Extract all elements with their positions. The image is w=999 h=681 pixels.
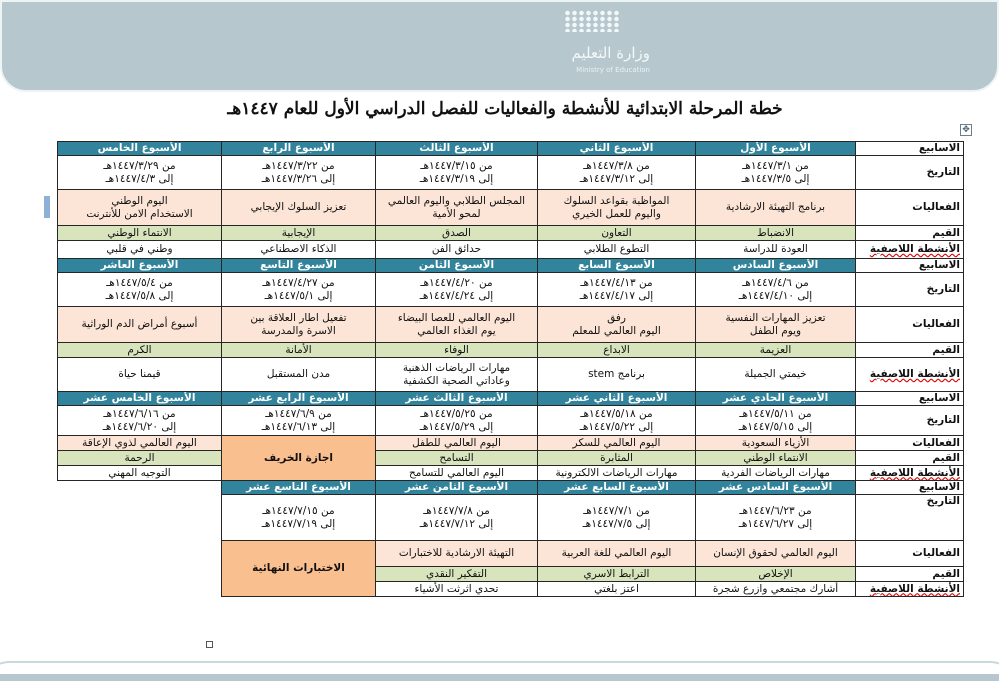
weeks-row bbox=[58, 142, 964, 156]
value-cell: الانتماء الوطني bbox=[58, 226, 222, 241]
activity-cell: التوجيه المهني bbox=[58, 466, 222, 481]
week-header: الأسبوع الثالث عشر bbox=[376, 392, 538, 406]
event-cell: اليوم العالمي للعصا البيضاء يوم الغذاء العالمي bbox=[376, 307, 538, 343]
week-header: الأسبوع السابع عشر bbox=[538, 481, 696, 495]
activity-cell: قيمنا حياة bbox=[58, 358, 222, 392]
row-label: الاسابيع bbox=[856, 142, 964, 156]
date-cell: من ١٤٤٧/٤/٢٠هـ إلى ١٤٤٧/٤/٢٤هـ bbox=[376, 273, 538, 307]
selection-marker bbox=[44, 196, 50, 218]
events-row bbox=[58, 307, 964, 343]
event-cell: برنامج التهيئة الارشادية bbox=[696, 190, 856, 226]
week-header: الأسبوع الخامس bbox=[58, 142, 222, 156]
date-cell: من ١٤٤٧/٤/٢٧هـ إلى ١٤٤٧/٥/١هـ bbox=[222, 273, 376, 307]
value-cell: الوفاء bbox=[376, 343, 538, 358]
week-header: الأسبوع السادس عشر bbox=[696, 481, 856, 495]
table-resize-handle[interactable] bbox=[206, 641, 213, 648]
weeks-row bbox=[58, 259, 964, 273]
activity-cell: برنامج stem bbox=[538, 358, 696, 392]
dates-row bbox=[58, 495, 964, 541]
event-cell: التهيئة الارشادية للاختبارات bbox=[376, 541, 538, 567]
row-label: الأنشطة اللاصفية bbox=[856, 358, 964, 392]
empty-cell bbox=[58, 567, 222, 582]
row-label: الاسابيع bbox=[856, 392, 964, 406]
autumn-break-cell: اجازة الخريف bbox=[222, 436, 376, 481]
activity-cell: التطوع الطلابي bbox=[538, 241, 696, 259]
row-label: القيم bbox=[856, 567, 964, 582]
row-label: القيم bbox=[856, 226, 964, 241]
date-cell: من ١٤٤٧/٣/١٥هـ إلى ١٤٤٧/٣/١٩هـ bbox=[376, 156, 538, 190]
events-row bbox=[58, 190, 964, 226]
value-cell: الابداع bbox=[538, 343, 696, 358]
event-cell: اليوم العالمي للسكر bbox=[538, 436, 696, 451]
table-move-handle-icon[interactable]: ✥ bbox=[960, 124, 972, 136]
footer-strip bbox=[0, 674, 999, 681]
date-cell: من ١٤٤٧/٧/٨هـ إلى ١٤٤٧/٧/١٢هـ bbox=[376, 495, 538, 541]
date-cell: من ١٤٤٧/٥/٤هـ إلى ١٤٤٧/٥/٨هـ bbox=[58, 273, 222, 307]
row-label: الاسابيع bbox=[856, 259, 964, 273]
date-cell: من ١٤٤٧/٥/١٨هـ إلى ١٤٤٧/٥/٢٢هـ bbox=[538, 406, 696, 436]
value-cell: الانضباط bbox=[696, 226, 856, 241]
activity-cell: وطني في قلبي bbox=[58, 241, 222, 259]
week-header: الأسبوع التاسع عشر bbox=[222, 481, 376, 495]
week-header: الأسبوع الحادي عشر bbox=[696, 392, 856, 406]
logo-dots-icon bbox=[564, 10, 620, 32]
values-row bbox=[58, 451, 964, 466]
week-header: الأسبوع الرابع عشر bbox=[222, 392, 376, 406]
activities-row bbox=[58, 466, 964, 481]
value-cell: الصدق bbox=[376, 226, 538, 241]
date-cell: من ١٤٤٧/٣/١هـ إلى ١٤٤٧/٣/٥هـ bbox=[696, 156, 856, 190]
row-label: الأنشطة اللاصفية bbox=[856, 466, 964, 481]
week-header: الأسبوع العاشر bbox=[58, 259, 222, 273]
event-cell: تفعيل اطار العلاقة بين الاسرة والمدرسة bbox=[222, 307, 376, 343]
events-row bbox=[58, 436, 964, 451]
empty-cell bbox=[58, 582, 222, 597]
dates-row bbox=[58, 406, 964, 436]
row-label: الفعاليات bbox=[856, 190, 964, 226]
event-cell: اليوم العالمي لحقوق الإنسان bbox=[696, 541, 856, 567]
values-row bbox=[58, 343, 964, 358]
date-cell: من ١٤٤٧/٣/٢٩هـ إلى ١٤٤٧/٤/٣هـ bbox=[58, 156, 222, 190]
date-cell: من ١٤٤٧/٤/٦هـ إلى ١٤٤٧/٤/١٠هـ bbox=[696, 273, 856, 307]
ministry-name-ar: وزارة التعليم bbox=[571, 44, 650, 62]
values-row bbox=[58, 567, 964, 582]
activity-cell: أشارك مجتمعي وازرع شجرة bbox=[696, 582, 856, 597]
activity-cell: مهارات الرياضات الذهنية وعاداتي الصحية الكشفية bbox=[376, 358, 538, 392]
weeks-row bbox=[58, 392, 964, 406]
row-label: التاريخ bbox=[856, 156, 964, 190]
event-cell: تعزيز المهارات النفسية ويوم الطفل bbox=[696, 307, 856, 343]
activity-cell: اليوم العالمي للتسامح bbox=[376, 466, 538, 481]
activity-cell: الذكاء الاصطناعي bbox=[222, 241, 376, 259]
empty-cell bbox=[58, 495, 222, 541]
date-cell: من ١٤٤٧/٣/٢٢هـ إلى ١٤٤٧/٣/٢٦هـ bbox=[222, 156, 376, 190]
activity-cell: مدن المستقبل bbox=[222, 358, 376, 392]
week-header: الأسبوع السادس bbox=[696, 259, 856, 273]
page-title: خطة المرحلة الابتدائية للأنشطة والفعاليات للفصل الدراسي الأول للعام ١٤٤٧هـ bbox=[227, 99, 783, 119]
value-cell: الانتماء الوطني bbox=[696, 451, 856, 466]
date-cell: من ١٤٤٧/٥/١١هـ إلى ١٤٤٧/٥/١٥هـ bbox=[696, 406, 856, 436]
value-cell: الإيجابية bbox=[222, 226, 376, 241]
value-cell: الترابط الاسري bbox=[538, 567, 696, 582]
activities-row bbox=[58, 358, 964, 392]
activity-cell: العودة للدراسة bbox=[696, 241, 856, 259]
dates-row bbox=[58, 273, 964, 307]
date-cell: من ١٤٤٧/٧/١٥هـ إلى ١٤٤٧/٧/١٩هـ bbox=[222, 495, 376, 541]
final-exams-cell: الاختبارات النهائية bbox=[222, 541, 376, 597]
date-cell: من ١٤٤٧/٦/٢٣هـ إلى ١٤٤٧/٦/٢٧هـ bbox=[696, 495, 856, 541]
date-cell: من ١٤٤٧/٦/١٦هـ إلى ١٤٤٧/٦/٢٠هـ bbox=[58, 406, 222, 436]
value-cell: التسامح bbox=[376, 451, 538, 466]
week-header: الأسبوع الأول bbox=[696, 142, 856, 156]
event-cell: الأزياء السعودية bbox=[696, 436, 856, 451]
event-cell: المجلس الطلابي واليوم العالمي لمحو الأمية bbox=[376, 190, 538, 226]
event-cell: رفق اليوم العالمي للمعلم bbox=[538, 307, 696, 343]
values-row bbox=[58, 226, 964, 241]
date-cell: من ١٤٤٧/٧/١هـ إلى ١٤٤٧/٧/٥هـ bbox=[538, 495, 696, 541]
event-cell: أسبوع أمراض الدم الوراثية bbox=[58, 307, 222, 343]
value-cell: الكرم bbox=[58, 343, 222, 358]
value-cell: الإخلاص bbox=[696, 567, 856, 582]
row-label: القيم bbox=[856, 343, 964, 358]
week-header: الأسبوع الثاني bbox=[538, 142, 696, 156]
events-row bbox=[58, 541, 964, 567]
event-cell: اليوم العالمي للغة العربية bbox=[538, 541, 696, 567]
event-cell: اليوم العالمي لذوي الإعاقة bbox=[58, 436, 222, 451]
value-cell: المثابرة bbox=[538, 451, 696, 466]
row-label: الفعاليات bbox=[856, 541, 964, 567]
week-header: الأسبوع الخامس عشر bbox=[58, 392, 222, 406]
week-header: الأسبوع الثاني عشر bbox=[538, 392, 696, 406]
dates-row bbox=[58, 156, 964, 190]
row-label: الأنشطة اللاصفية bbox=[856, 582, 964, 597]
row-label: التاريخ bbox=[856, 273, 964, 307]
weeks-row bbox=[58, 481, 964, 495]
value-cell: الأمانة bbox=[222, 343, 376, 358]
value-cell: التفكير النقدي bbox=[376, 567, 538, 582]
empty-cell bbox=[58, 541, 222, 567]
date-cell: من ١٤٤٧/٤/١٣هـ إلى ١٤٤٧/٤/١٧هـ bbox=[538, 273, 696, 307]
activity-cell: مهارات الرياضات الالكترونية bbox=[538, 466, 696, 481]
ministry-name-en: Ministry of Education bbox=[576, 66, 650, 74]
activity-cell: خيمتي الجميلة bbox=[696, 358, 856, 392]
activities-row bbox=[58, 241, 964, 259]
ministry-logo bbox=[542, 8, 662, 78]
event-cell: اليوم العالمي للطفل bbox=[376, 436, 538, 451]
value-cell: الرحمة bbox=[58, 451, 222, 466]
row-label: الاسابيع bbox=[856, 481, 964, 495]
row-label: الفعاليات bbox=[856, 307, 964, 343]
empty-cell bbox=[58, 481, 222, 495]
event-cell: تعزيز السلوك الإيجابي bbox=[222, 190, 376, 226]
row-label: التاريخ bbox=[856, 495, 964, 541]
row-label: الأنشطة اللاصفية bbox=[856, 241, 964, 259]
week-header: الأسبوع الرابع bbox=[222, 142, 376, 156]
week-header: الأسبوع الثامن عشر bbox=[376, 481, 538, 495]
row-label: القيم bbox=[856, 451, 964, 466]
date-cell: من ١٤٤٧/٦/٩هـ إلى ١٤٤٧/٦/١٣هـ bbox=[222, 406, 376, 436]
plan-table bbox=[57, 141, 964, 597]
row-label: التاريخ bbox=[856, 406, 964, 436]
activity-cell: تحدي اثرثت الأشياء bbox=[376, 582, 538, 597]
week-header: الأسبوع الثامن bbox=[376, 259, 538, 273]
date-cell: من ١٤٤٧/٥/٢٥هـ إلى ١٤٤٧/٥/٢٩هـ bbox=[376, 406, 538, 436]
week-header: الأسبوع السابع bbox=[538, 259, 696, 273]
activity-cell: مهارات الرياضات الفردية bbox=[696, 466, 856, 481]
activity-cell: حدائق الفن bbox=[376, 241, 538, 259]
event-cell: اليوم الوطني الاستخدام الامن للأنترنت bbox=[58, 190, 222, 226]
value-cell: التعاون bbox=[538, 226, 696, 241]
week-header: الأسبوع الثالث bbox=[376, 142, 538, 156]
activities-row bbox=[58, 582, 964, 597]
event-cell: المواظبة بقواعد السلوك واليوم للعمل الخيري bbox=[538, 190, 696, 226]
header-banner bbox=[0, 0, 999, 92]
date-cell: من ١٤٤٧/٣/٨هـ إلى ١٤٤٧/٣/١٢هـ bbox=[538, 156, 696, 190]
row-label: الفعاليات bbox=[856, 436, 964, 451]
value-cell: العزيمة bbox=[696, 343, 856, 358]
activity-cell: اعتز بلغتي bbox=[538, 582, 696, 597]
week-header: الأسبوع التاسع bbox=[222, 259, 376, 273]
